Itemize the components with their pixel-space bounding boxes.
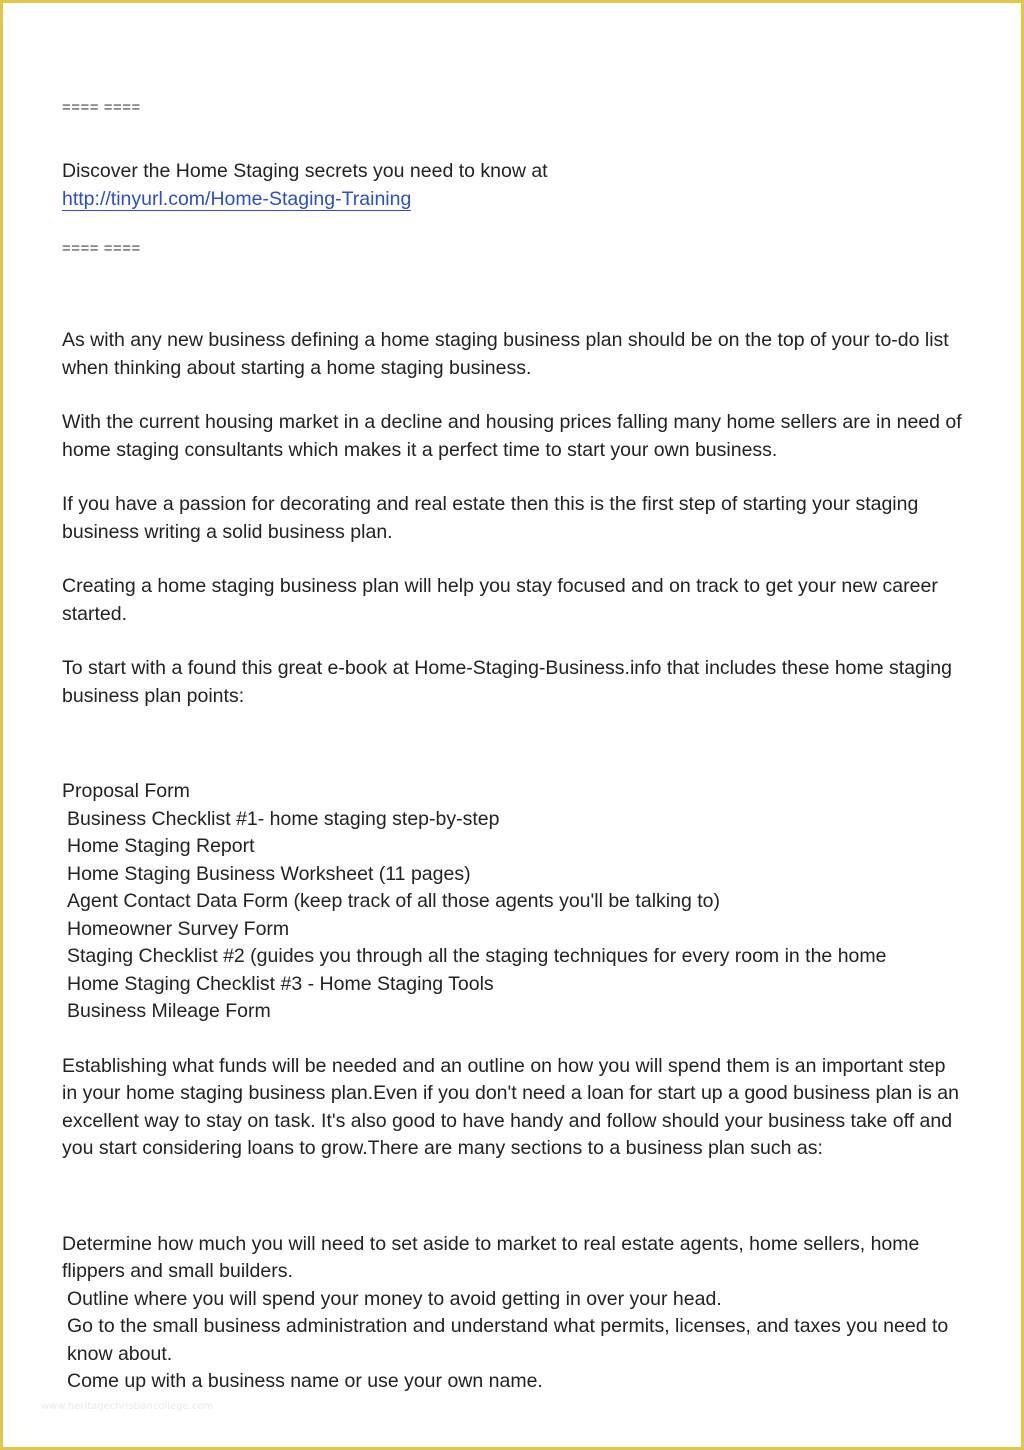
list-item: Home Staging Business Worksheet (11 pages) xyxy=(67,862,471,885)
plan-points-list xyxy=(62,806,962,1026)
market-paragraph: With the current housing market in a decline and housing prices falling many home sellers are in need of home staging consultants which makes it a perfect time to start your own business. xyxy=(62,411,962,461)
list-item: Home Staging Checklist #3 - Home Staging Tools xyxy=(67,972,494,995)
section-permits-licenses: Go to the small business administration and understand what permits, licenses, and taxes you need to know about. xyxy=(67,1315,949,1365)
watermark-text: www.heritagechristiancollege.com xyxy=(41,1401,214,1412)
passion-paragraph: If you have a passion for decorating and real estate then this is the first step of starting your staging business writing a solid business plan. xyxy=(62,493,919,543)
list-item: Staging Checklist #2 (guides you through all the staging techniques for every room in the home xyxy=(67,945,887,967)
list-item: Business Mileage Form xyxy=(67,1000,271,1022)
home-staging-training-link[interactable]: http://tinyurl.com/Home-Staging-Training xyxy=(62,187,412,210)
section-marketing-budget: Determine how much you will need to set aside to market to real estate agents, home sellers, home flippers and small builders. xyxy=(62,1232,920,1282)
separator-bottom: ==== ==== xyxy=(62,240,141,257)
funds-paragraph: Establishing what funds will be needed and an outline on how you will spend them is an important step in your home staging business plan.Even if you don't need a loan for start up a good business plan is an excellent way to stay on task. It's also good to have handy and follow should your business take off and you start considering loans to grow.There are many sections to a business plan such as: xyxy=(62,1054,959,1159)
ebook-paragraph: To start with a found this great e-book at Home-Staging-Business.info that includes these home staging business plan points: xyxy=(62,657,952,707)
section-spending-outline: Outline where you will spend your money to avoid getting in over your head. xyxy=(67,1287,722,1310)
plan-points-heading: Proposal Form xyxy=(62,780,190,802)
intro-paragraph: As with any new business defining a home staging business plan should be on the top of your to-do list when thinking about starting a home staging business. xyxy=(62,329,949,379)
discover-text: Discover the Home Staging secrets you need to know at xyxy=(62,160,548,182)
document-content xyxy=(62,98,962,1396)
list-item: Homeowner Survey Form xyxy=(67,917,290,940)
discover-block xyxy=(62,158,962,213)
list-item: Agent Contact Data Form (keep track of all those agents you'll be talking to) xyxy=(67,890,720,912)
separator-top: ==== ==== xyxy=(62,99,141,116)
list-item: Business Checklist #1- home staging step-by-step xyxy=(67,807,500,830)
list-item: Home Staging Report xyxy=(67,835,255,857)
focus-paragraph: Creating a home staging business plan will help you stay focused and on track to get your new career started. xyxy=(62,575,938,625)
section-business-name: Come up with a business name or use your own name. xyxy=(67,1370,543,1392)
